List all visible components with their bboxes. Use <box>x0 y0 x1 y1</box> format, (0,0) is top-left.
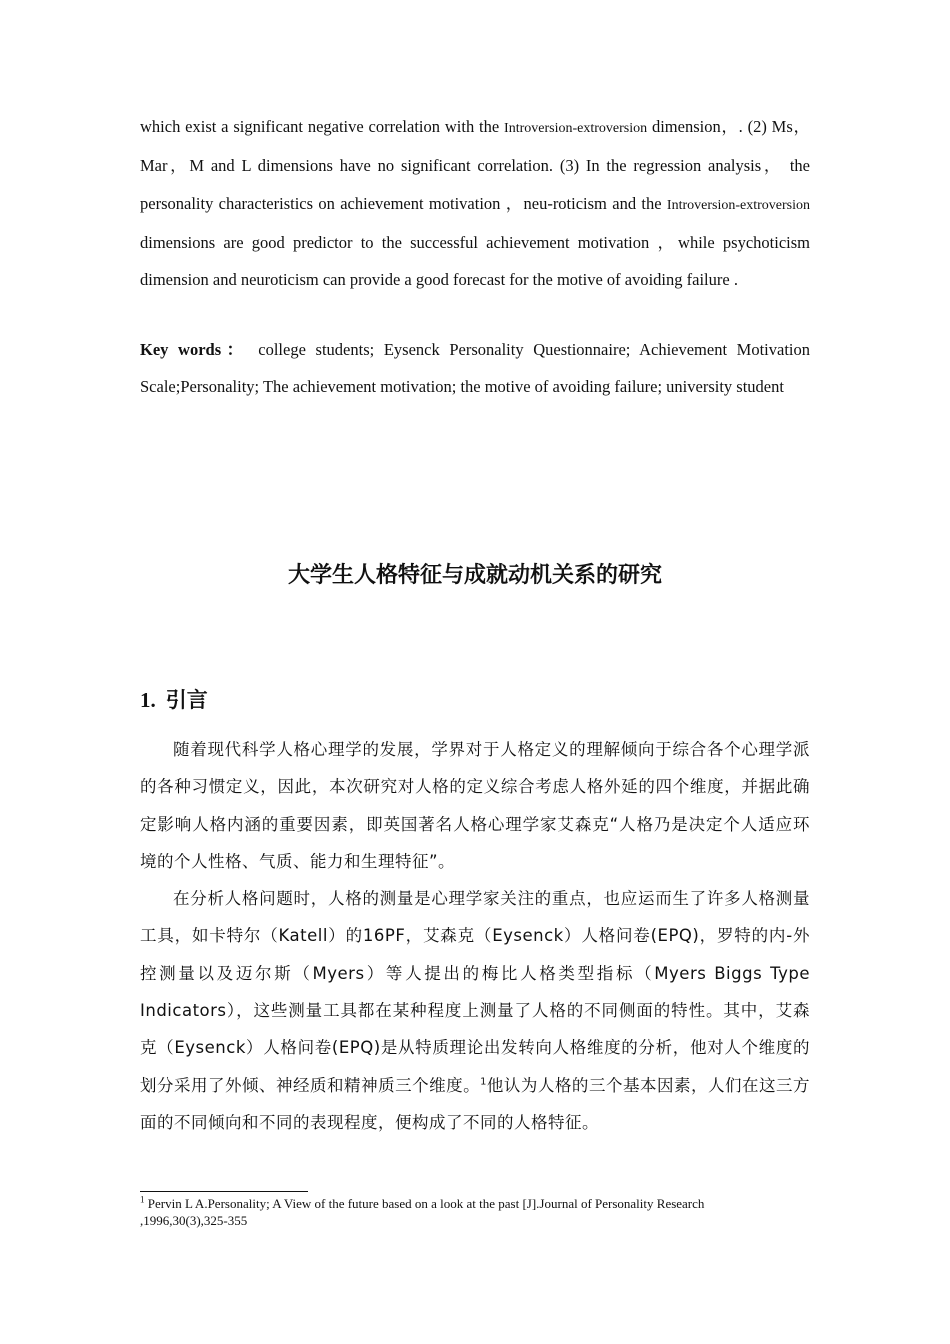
footnote-divider <box>140 1191 308 1192</box>
abstract-text-3: dimensions are good predictor to the successful achievement motivation ，while psychoticism dimension and neuroticism can provide a good forecast for the motive of avoiding failure . <box>140 232 810 290</box>
abstract-text-1: which exist a significant negative correlation with the <box>140 117 505 136</box>
footnote <box>140 1196 760 1229</box>
section-heading <box>140 684 208 716</box>
section-title: 引言 <box>165 688 208 712</box>
paper-title: 大学生人格特征与成就动机关系的研究 <box>287 563 662 588</box>
footnote-text: Pervin L A.Personality; A View of the future based on a look at the past [J].Journal of Personality Research ,1996,30(3),325-355 <box>140 1196 705 1228</box>
keywords-label: Key words： <box>140 340 249 359</box>
abstract-term-1: Introversion-extroversion <box>504 121 648 136</box>
abstract-paragraph <box>140 108 810 298</box>
section-number: 1. <box>140 688 156 712</box>
body-paragraph-2-text-a: 在分析人格问题时，人格的测量是心理学家关注的重点，也应运而生了许多人格测量工具，如卡特尔（Katell）的16PF，艾森克（Eysenck）人格问卷(EPQ)，罗特的内-外控测量以及迈尔斯（Myers）等人提出的梅比人格类型指标（Myers Biggs Type Indicators），这些测量工具都在某种程度上测量了人格的不同侧面的特性。其中，艾森克（Eysenck）人格问卷(EPQ)是从特质理论出发转向人格维度的分析，他对人个维度的划分采用了外倾、神经质和精神质三个维度。 <box>140 889 810 1095</box>
footnote-reference[interactable]: 1 <box>480 1076 487 1088</box>
abstract-text-2: dimension，. (2) Ms，Mar，M and L dimensions have no significant correlation. (3) In the regression analysis， the personality characteristics on achievement motivation ，neu-roticism and the <box>140 117 810 213</box>
abstract-term-2: Introversion-extroversion <box>666 197 810 213</box>
body-paragraph-2 <box>140 880 810 1141</box>
keywords-paragraph <box>140 331 810 406</box>
body-paragraph-1: 随着现代科学人格心理学的发展，学界对于人格定义的理解倾向于综合各个心理学派的各种习惯定义，因此，本次研究对人格的定义综合考虑人格外延的四个维度，并据此确定影响人格内涵的重要因素，即英国著名人格心理学家艾森克“人格乃是决定个人适应环境的个人性格、气质、能力和生理特征”。 <box>140 740 810 871</box>
keywords-text: college students; Eysenck Personality Questionnaire; Achievement Motivation Scale;Personality; The achievement motivation; the motive of avoiding failure; university student <box>140 340 811 397</box>
footnote-marker: 1 <box>140 1194 145 1205</box>
body-paragraph-2-text-b: 他认为人格的三个基本因素，人们在这三方面的不同倾向和不同的表现程度，便构成了不同的人格特征。 <box>140 1075 811 1132</box>
section-body <box>140 731 810 1141</box>
